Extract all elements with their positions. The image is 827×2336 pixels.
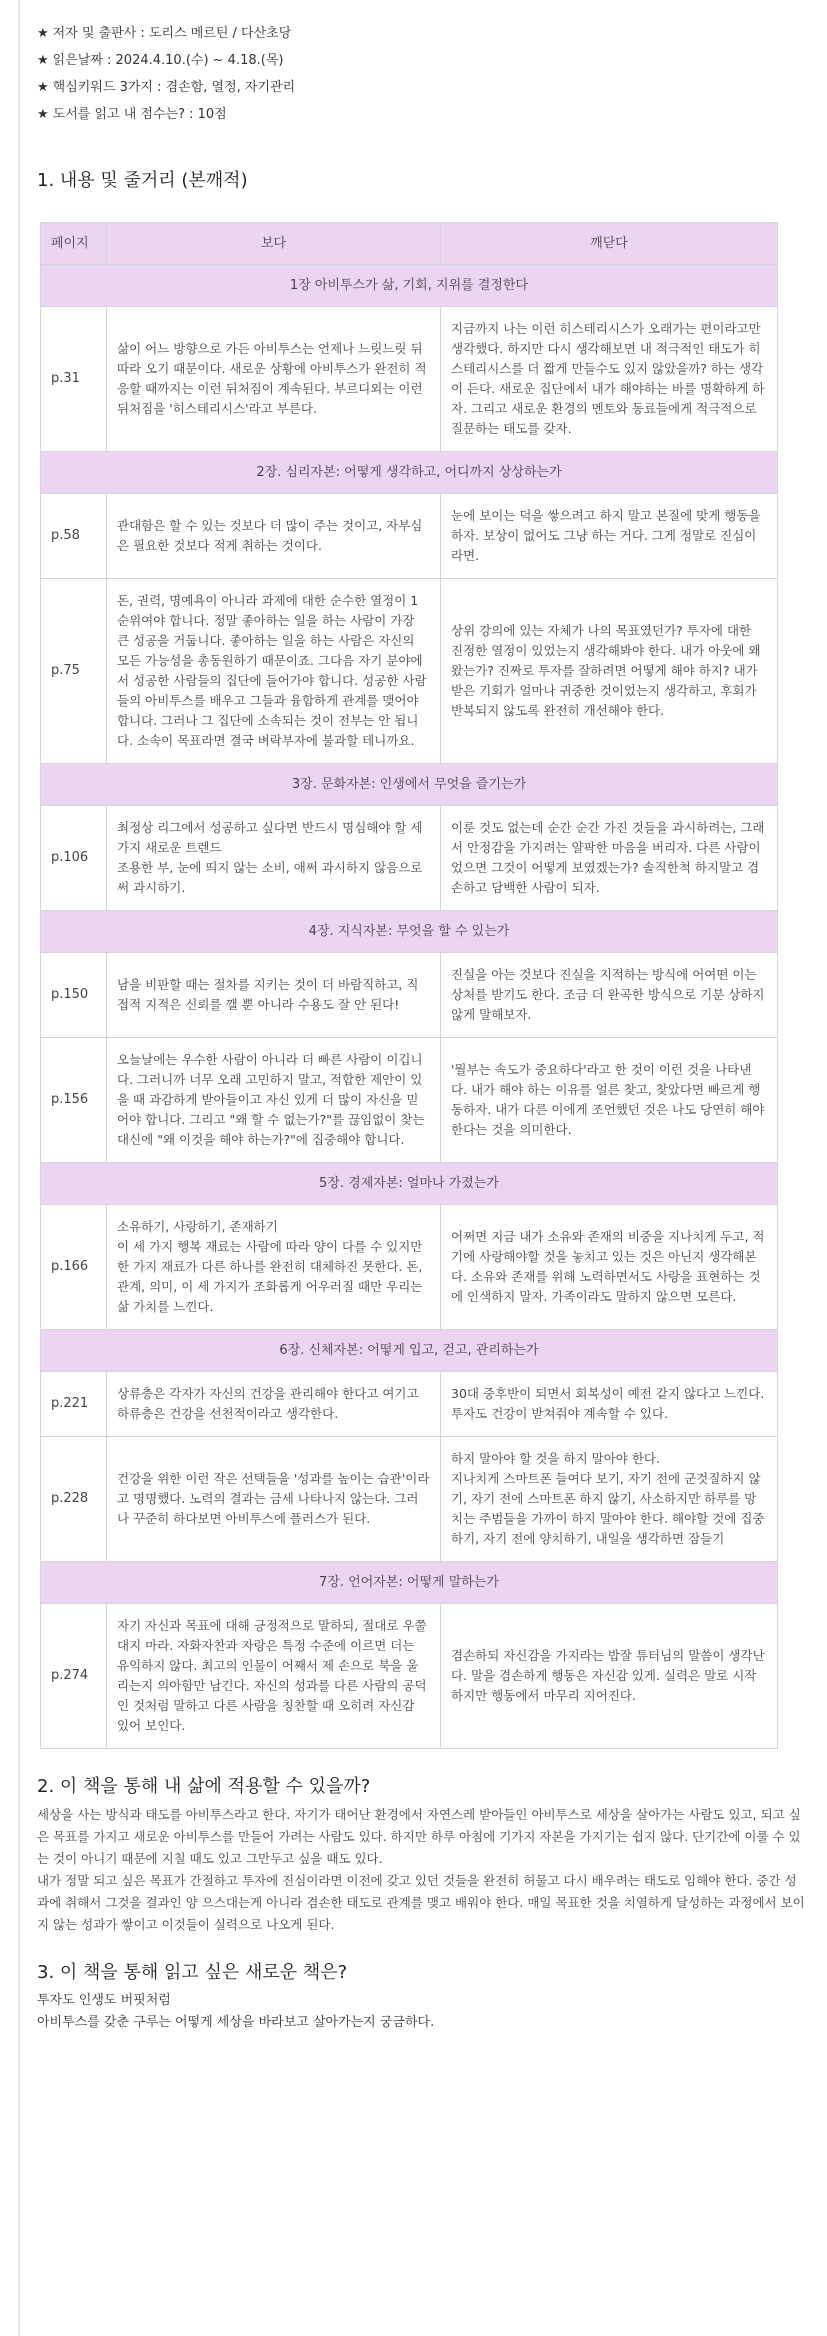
chapter-title: 7장. 언어자본: 어떻게 말하는가 xyxy=(41,1562,778,1604)
chapter-title: 5장. 경제자본: 얼마나 가졌는가 xyxy=(41,1163,778,1205)
apply-paragraph-2: 내가 정말 되고 싶은 목표가 간절하고 투자에 진심이라면 이전에 갖고 있던 것들을 완전히 허물고 다시 배우려는 태도로 임해야 한다. 중간 성과에 취해서 그것을 결과인 양 으스대는게 아니라 겸손한 태도로 관계를 맺고 배워야 한다. 매일 목표한 것을 치열하게 달성하는 과정에서 보이지 않는 성과가 쌓이고 이것들이 실력으로 나오게 된다. xyxy=(37,1873,805,1932)
table-row xyxy=(41,1038,778,1163)
realize-cell: 겸손하되 자신감을 가지라는 밥잘 튜터님의 말씀이 생각난다. 말을 겸손하게 행동은 자신감 있게. 실력은 말로 시작하지만 행동에서 마무리 지어진다. xyxy=(441,1604,778,1749)
book-info-text: 핵심키워드 3가지 : 겸손함, 열정, 자기관리 xyxy=(52,80,296,95)
chapter-title: 2장. 심리자본: 어떻게 생각하고, 어디까지 상상하는가 xyxy=(41,452,778,494)
book-info-line xyxy=(37,20,809,47)
chapter-title: 6장. 신체자본: 어떻게 입고, 걷고, 관리하는가 xyxy=(41,1330,778,1372)
reading-notes-table xyxy=(40,222,778,1749)
realize-cell: '뭘부는 속도가 중요하다'라고 한 것이 이런 것을 나타낸다. 내가 해야 하는 이유를 얼른 찾고, 찾았다면 빠르게 행동하자. 내가 다른 이에게 조언했던 것은 나도 당연히 해야 한다는 것을 의미한다. xyxy=(441,1038,778,1163)
realize-cell: 하지 말아야 할 것을 하지 말아야 한다. 지나치게 스마트폰 들여다 보기, 자기 전에 군것질하지 않기, 자기 전에 스마트폰 하지 않기, 사소하지만 하루를 망치는 주범들을 가까이 하지 말아야 한다. 해야할 것에 집중하기, 자기 전에 양치하기, 내일을 생각하면 잠들기 xyxy=(441,1437,778,1562)
see-cell: 관대함은 할 수 있는 것보다 더 많이 주는 것이고, 자부심은 필요한 것보다 적게 취하는 것이다. xyxy=(107,494,441,579)
see-cell: 소유하기, 사랑하기, 존재하기 이 세 가지 행복 재료는 사람에 따라 양이 다를 수 있지만 한 가지 재료가 다른 하나를 완전히 대체하진 못한다. 돈, 관계, 의미, 이 세 가지가 조화롭게 어우러질 때만 우리는 삶 가치를 느낀다. xyxy=(107,1205,441,1330)
see-cell: 건강을 위한 이런 작은 선택들을 '성과를 높이는 습관'이라고 명명했다. 노력의 결과는 금세 나타나지 않는다. 그러나 꾸준히 하다보면 아비투스에 플러스가 된다. xyxy=(107,1437,441,1562)
table-row xyxy=(41,806,778,911)
book-info-line xyxy=(37,74,809,101)
chapter-row xyxy=(41,764,778,806)
header-see: 보다 xyxy=(107,223,441,265)
table-row xyxy=(41,1205,778,1330)
see-cell: 최정상 리그에서 성공하고 싶다면 반드시 명심해야 할 세 가지 새로운 트렌드 조용한 부, 눈에 띄지 않는 소비, 애써 과시하지 않음으로써 과시하기. xyxy=(107,806,441,911)
realize-cell: 상위 강의에 있는 자체가 나의 목표였던가? 투자에 대한 진정한 열정이 있었는지 생각해봐야 한다. 내가 아웃에 왜 왔는가? 진짜로 투자를 잘하려면 어떻게 해야 하지? 내가 받은 기회가 얼마나 귀중한 것이었는지 생각하고, 후회가 반복되지 않도록 완전히 개선해야 한다. xyxy=(441,579,778,764)
next-book-reason: 아비투스를 갖춘 구루는 어떻게 세상을 바라보고 살아가는지 궁금하다. xyxy=(37,2015,435,2030)
table-row xyxy=(41,307,778,452)
table-row xyxy=(41,1372,778,1437)
star-icon: ★ xyxy=(37,80,49,95)
chapter-row xyxy=(41,911,778,953)
page-cell: p.58 xyxy=(41,494,107,579)
realize-cell: 지금까지 나는 이런 히스테리시스가 오래가는 편이라고만 생각했다. 하지만 다시 생각해보면 내 적극적인 태도가 히스테리시스를 더 짧게 만들수도 있지 않았을까? 하는 생각이 든다. 새로운 집단에서 내가 해야하는 바를 명확하게 하자. 그리고 새로운 환경의 멘토와 동료들에게 적극적으로 질문하는 태도를 갖자. xyxy=(441,307,778,452)
page-cell: p.31 xyxy=(41,307,107,452)
see-cell: 돈, 권력, 명예욕이 아니라 과제에 대한 순수한 열정이 1순위여야 합니다. 정말 좋아하는 일을 하는 사람이 가장 큰 성공을 거둡니다. 좋아하는 일을 하는 사람은 자신의 모든 가능성을 총동원하기 때문이죠. 그다음 자기 분야에서 성공한 사람들의 집단에 들어가야 합니다. 성공한 사람들의 아비투스를 배우고 그들과 융합하게 관계를 맺어야 합니다. 그러나 그 집단에 소속되는 것이 전부는 안 됩니다. 소속이 목표라면 결국 벼락부자에 불과할 테니까요. xyxy=(107,579,441,764)
see-cell: 자기 자신과 목표에 대해 긍정적으로 말하되, 절대로 우쭐대지 마라. 자화자찬과 자랑은 특정 수준에 이르면 더는 유익하지 않다. 최고의 인물이 어째서 제 손으로 북을 울리는지 의아함만 남긴다. 자신의 성과를 다른 사람의 공덕인 것처럼 말하고 다른 사람을 칭찬할 때 오히려 자신감 있어 보인다. xyxy=(107,1604,441,1749)
page-cell: p.150 xyxy=(41,953,107,1038)
book-info-text: 읽은날짜 : 2024.4.10.(수) ~ 4.18.(목) xyxy=(52,53,284,68)
table-row xyxy=(41,1604,778,1749)
page-cell: p.75 xyxy=(41,579,107,764)
chapter-row xyxy=(41,1330,778,1372)
chapter-row xyxy=(41,1163,778,1205)
see-cell: 상류층은 각자가 자신의 건강을 관리해야 한다고 여기고 하류층은 건강을 선천적이라고 생각한다. xyxy=(107,1372,441,1437)
section-heading-apply: 2. 이 책을 통해 내 삶에 적용할 수 있을까? xyxy=(37,1776,371,1797)
page-cell: p.228 xyxy=(41,1437,107,1562)
page-cell: p.106 xyxy=(41,806,107,911)
book-info-line xyxy=(37,47,809,74)
header-page: 페이지 xyxy=(41,223,107,265)
table-header-row xyxy=(41,223,778,265)
star-icon: ★ xyxy=(37,107,49,122)
chapter-title: 1장 아비투스가 삶, 기회, 지위를 결정한다 xyxy=(41,265,778,307)
chapter-title: 3장. 문화자본: 인생에서 무엇을 즐기는가 xyxy=(41,764,778,806)
section-heading-next-book: 3. 이 책을 통해 읽고 싶은 새로운 책은? xyxy=(37,1962,348,1983)
realize-cell: 눈에 보이는 덕을 쌓으려고 하지 말고 본질에 맞게 행동을 하자. 보상이 없어도 그냥 하는 거다. 그게 정말로 진심이라면. xyxy=(441,494,778,579)
table-row xyxy=(41,579,778,764)
star-icon: ★ xyxy=(37,26,49,41)
book-info-text: 저자 및 출판사 : 도리스 메르틴 / 다산초당 xyxy=(52,26,292,41)
realize-cell: 진실을 아는 것보다 진실을 지적하는 방식에 어여떤 이는 상처를 받기도 한다. 조금 더 완곡한 방식으로 기분 상하지 않게 말해보자. xyxy=(441,953,778,1038)
realize-cell: 어쩌면 지금 내가 소유와 존재의 비중을 지나치게 두고, 적기에 사랑해야할 것을 놓치고 있는 것은 아닌지 생각해본다. 소유와 존재를 위해 노력하면서도 사랑을 표현하는 것에 인색하지 말자. 가족이라도 말하지 않으면 모른다. xyxy=(441,1205,778,1330)
table-body xyxy=(41,265,778,1749)
table-row xyxy=(41,1437,778,1562)
realize-cell: 30대 중후반이 되면서 회복성이 예전 같지 않다고 느낀다. 투자도 건강이 받쳐줘야 계속할 수 있다. xyxy=(441,1372,778,1437)
page-cell: p.156 xyxy=(41,1038,107,1163)
chapter-row xyxy=(41,452,778,494)
chapter-row xyxy=(41,265,778,307)
book-info-list xyxy=(37,20,809,128)
section-heading-content: 1. 내용 및 줄거리 (본깨적) xyxy=(37,170,248,191)
apply-paragraph-1: 세상을 사는 방식과 태도를 아비투스라고 한다. 자기가 태어난 환경에서 자연스레 받아들인 아비투스로 세상을 살아가는 사람도 있고, 되고 싶은 목표를 가지고 새로운 아비투스를 만들어 가려는 사람도 있다. 하지만 하루 아침에 기가지 자본을 가지기는 쉽지 않다. 단기간에 이룰 수 있는 것이 아니기 때문에 지칠 때도 있고 그만두고 싶을 때도 있다. xyxy=(37,1807,801,1866)
see-cell: 남을 비판할 때는 절차를 지키는 것이 더 바람직하고, 직접적 지적은 신뢰를 깰 뿐 아니라 수용도 잘 안 된다! xyxy=(107,953,441,1038)
header-realize: 깨닫다 xyxy=(441,223,778,265)
table-row xyxy=(41,494,778,579)
table-row xyxy=(41,953,778,1038)
page-cell: p.221 xyxy=(41,1372,107,1437)
see-cell: 삶이 어느 방향으로 가든 아비투스는 언제나 느릿느릿 뒤따라 오기 때문이다. 새로운 상황에 아비투스가 완전히 적응할 때까지는 이런 뒤처짐이 계속된다. 부르디외는 이런 뒤처짐을 '히스테리시스'라고 부른다. xyxy=(107,307,441,452)
next-book-title: 투자도 인생도 버핏처럼 xyxy=(37,1993,171,2008)
book-info-line xyxy=(37,101,809,128)
chapter-title: 4장. 지식자본: 무엇을 할 수 있는가 xyxy=(41,911,778,953)
book-info-text: 도서를 읽고 내 점수는? : 10점 xyxy=(52,107,227,122)
page-cell: p.166 xyxy=(41,1205,107,1330)
left-margin-rule xyxy=(18,0,20,2336)
page-cell: p.274 xyxy=(41,1604,107,1749)
realize-cell: 이룬 것도 없는데 순간 순간 가진 것들을 과시하려는, 그래서 안정감을 가지려는 얄팍한 마음을 버리자. 다른 사람이었으면 그것이 어떻게 보였겠는가? 솔직한척 하지말고 겸손하고 담백한 사람이 되자. xyxy=(441,806,778,911)
chapter-row xyxy=(41,1562,778,1604)
see-cell: 오늘날에는 우수한 사람이 아니라 더 빠른 사람이 이깁니다. 그러니까 너무 오래 고민하지 말고, 적합한 제안이 있을 때 과감하게 받아들이고 자신 있게 더 많이 자신을 믿어야 합니다. 그리고 "왜 할 수 없는가?"를 끊임없이 찾는 대신에 "왜 이것을 해야 하는가?"에 집중해야 합니다. xyxy=(107,1038,441,1163)
star-icon: ★ xyxy=(37,53,49,68)
